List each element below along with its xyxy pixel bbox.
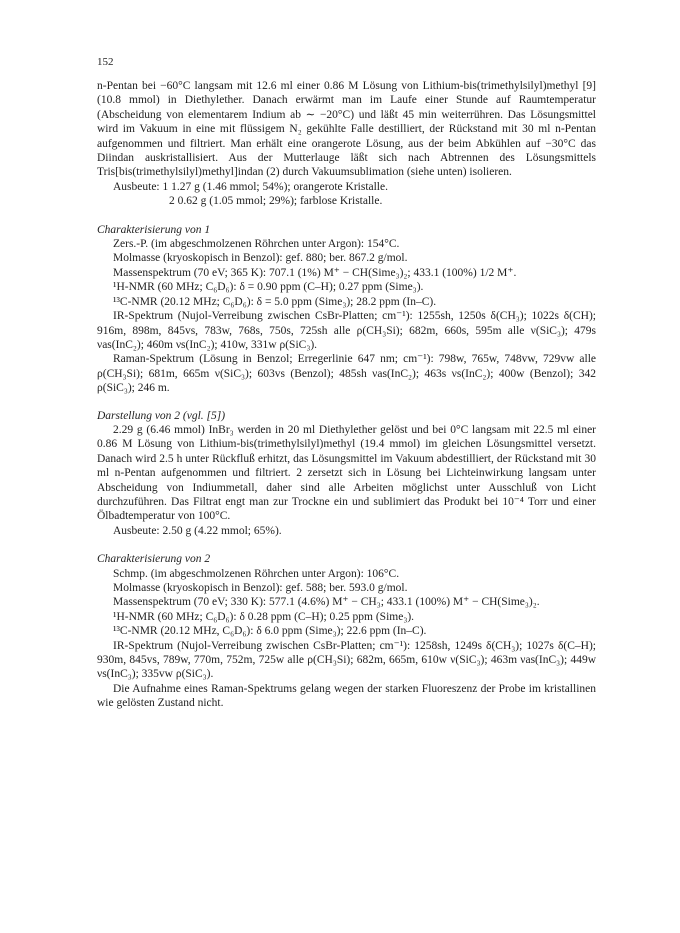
heading-characterization-2: Charakterisierung von 2 [97,553,211,566]
c2-c-nmr: ¹³C-NMR (20.12 MHz, C₆D₆): δ 6.0 ppm (Sime₃); 22.6 ppm (In–C). [113,625,427,638]
c1-ir-spectrum: IR-Spektrum (Nujol-Verreibung zwischen CsBr-Platten; cm⁻¹): 1255sh, 1250s δ(CH₃); 1022s δ(CH); 916m, 898m, 845vs, 783w, 768s, 750s, 725sh alle ρ(CH₃Si); 682m, 660s, 595m alle ν(SiC₃); 479s νas(InC₂); 460m νs(InC₂); 410w, 331w ρ(SiC₃). [97,310,596,351]
c2-molar-mass: Molmasse (kryoskopisch in Benzol): gef. 588; ber. 593.0 g/mol. [113,582,408,594]
yield-preparation-2: Ausbeute: 2.50 g (4.22 mmol; 65%). [113,524,282,537]
heading-characterization-1: Charakterisierung von 1 [97,223,211,236]
c1-decomposition-point: Zers.-P. (im abgeschmolzenen Röhrchen unter Argon): 154°C. [113,238,400,251]
paragraph-intro: n-Pentan bei −60°C langsam mit 12.6 ml einer 0.86 M Lösung von Lithium-bis(trimethylsilyl)methyl [9] (10.8 mmol) in Diethylether. Danach erwärmt man im Laufe einer Stunde auf Raumtemperatur (Abscheidung von elementarem Indium ab ∼ −20°C) und läßt 45 min weiterrühren. Das Lösungsmittel wird im Vakuum in eine mit flüssigem N₂ gekühlte Falle destilliert, der Rückstand mit 30 ml n-Pentan aufgenommen und filtriert. Man erhält eine orangerote Lösung, aus der beim Abkühlen auf −30°C das Diindan auskristallisiert. Aus der Mutterlauge läßt sich nach Abtrennen des Lösungsmittels Tris[bis(trimethylsilyl)methyl]indan (2) durch Vakuumsublimation (siehe unten) isolieren. [97,80,596,179]
yield-line-2: 2 0.62 g (1.05 mmol; 29%); farblose Kristalle. [169,195,383,208]
c1-c-nmr: ¹³C-NMR (20.12 MHz; C₆D₆): δ = 5.0 ppm (Sime₃); 28.2 ppm (In–C). [113,295,437,308]
c2-melting-point: Schmp. (im abgeschmolzenen Röhrchen unter Argon): 106°C. [113,567,400,580]
c2-h-nmr: ¹H-NMR (60 MHz; C₆D₆): δ 0.28 ppm (C–H); 0.25 ppm (Sime₃). [113,610,415,623]
yield-line-1: Ausbeute: 1 1.27 g (1.46 mmol; 54%); orangerote Kristalle. [113,180,388,193]
body-text [97,79,596,711]
c2-raman-note: Die Aufnahme eines Raman-Spektrums gelang wegen der starken Fluoreszenz der Probe im kristallinen wie gelösten Zustand nicht. [97,682,596,710]
c1-mass-spectrum: Massenspektrum (70 eV; 365 K): 707.1 (1%) M⁺ − CH(Sime₃)₂; 433.1 (100%) 1/2 M⁺. [113,266,517,279]
heading-preparation-2: Darstellung von 2 (vgl. [5]) [97,409,226,422]
preparation-2-text: 2.29 g (6.46 mmol) InBr₃ werden in 20 ml Diethylether gelöst und bei 0°C langsam mit 22.5 ml einer 0.86 M Lösung von Lithium-bis(trimethylsilyl)methyl (19.4 mmol) im gleichen Lösungsmittel versetzt. Danach wird 2.5 h unter Rückfluß erhitzt, das Lösungsmittel im Vakuum abdestilliert, der Rückstand mit 30 ml n-Pentan aufgenommen und filtriert. 2 zersetzt sich in Lösung bei Lichteinwirkung langsam unter Abscheidung von Indiummetall, daher sind alle Arbeiten möglichst unter Ausschluß von Licht durchzuführen. Das Filtrat engt man zur Trockne ein und sublimiert das Produkt bei 10⁻⁴ Torr und einer Ölbadtemperatur von 100°C. [97,423,596,523]
c2-ir-spectrum: IR-Spektrum (Nujol-Verreibung zwischen CsBr-Platten; cm⁻¹): 1258sh, 1249s δ(CH₃); 1027s δ(C–H); 930m, 845vs, 789w, 770m, 752m, 725w alle ρ(CH₃Si); 682m, 665m, 610w ν(SiC₃); 463m νas(InC₃); 449w νs(InC₃); 335vw ρ(SiC₃). [97,639,596,681]
page-number: 152 [97,56,114,68]
c1-molar-mass: Molmasse (kryoskopisch in Benzol): gef. 880; ber. 867.2 g/mol. [113,252,408,265]
c1-raman-spectrum: Raman-Spektrum (Lösung in Benzol; Erregerlinie 647 nm; cm⁻¹): 798w, 765w, 748vw, 729vw alle ρ(CH₃Si); 681m, 665m ν(SiC₃); 603vs (Benzol); 485sh νas(InC₂); 463s νs(InC₂); 400w (Benzol); 342 ρ(SiC₃); 246 m. [97,353,596,395]
c2-mass-spectrum: Massenspektrum (70 eV; 330 K): 577.1 (4.6%) M⁺ − CH₃; 433.1 (100%) M⁺ − CH(Sime₃)₂. [113,596,540,609]
c1-h-nmr: ¹H-NMR (60 MHz; C₆D₆): δ = 0.90 ppm (C–H); 0.27 ppm (Sime₃). [113,281,424,294]
